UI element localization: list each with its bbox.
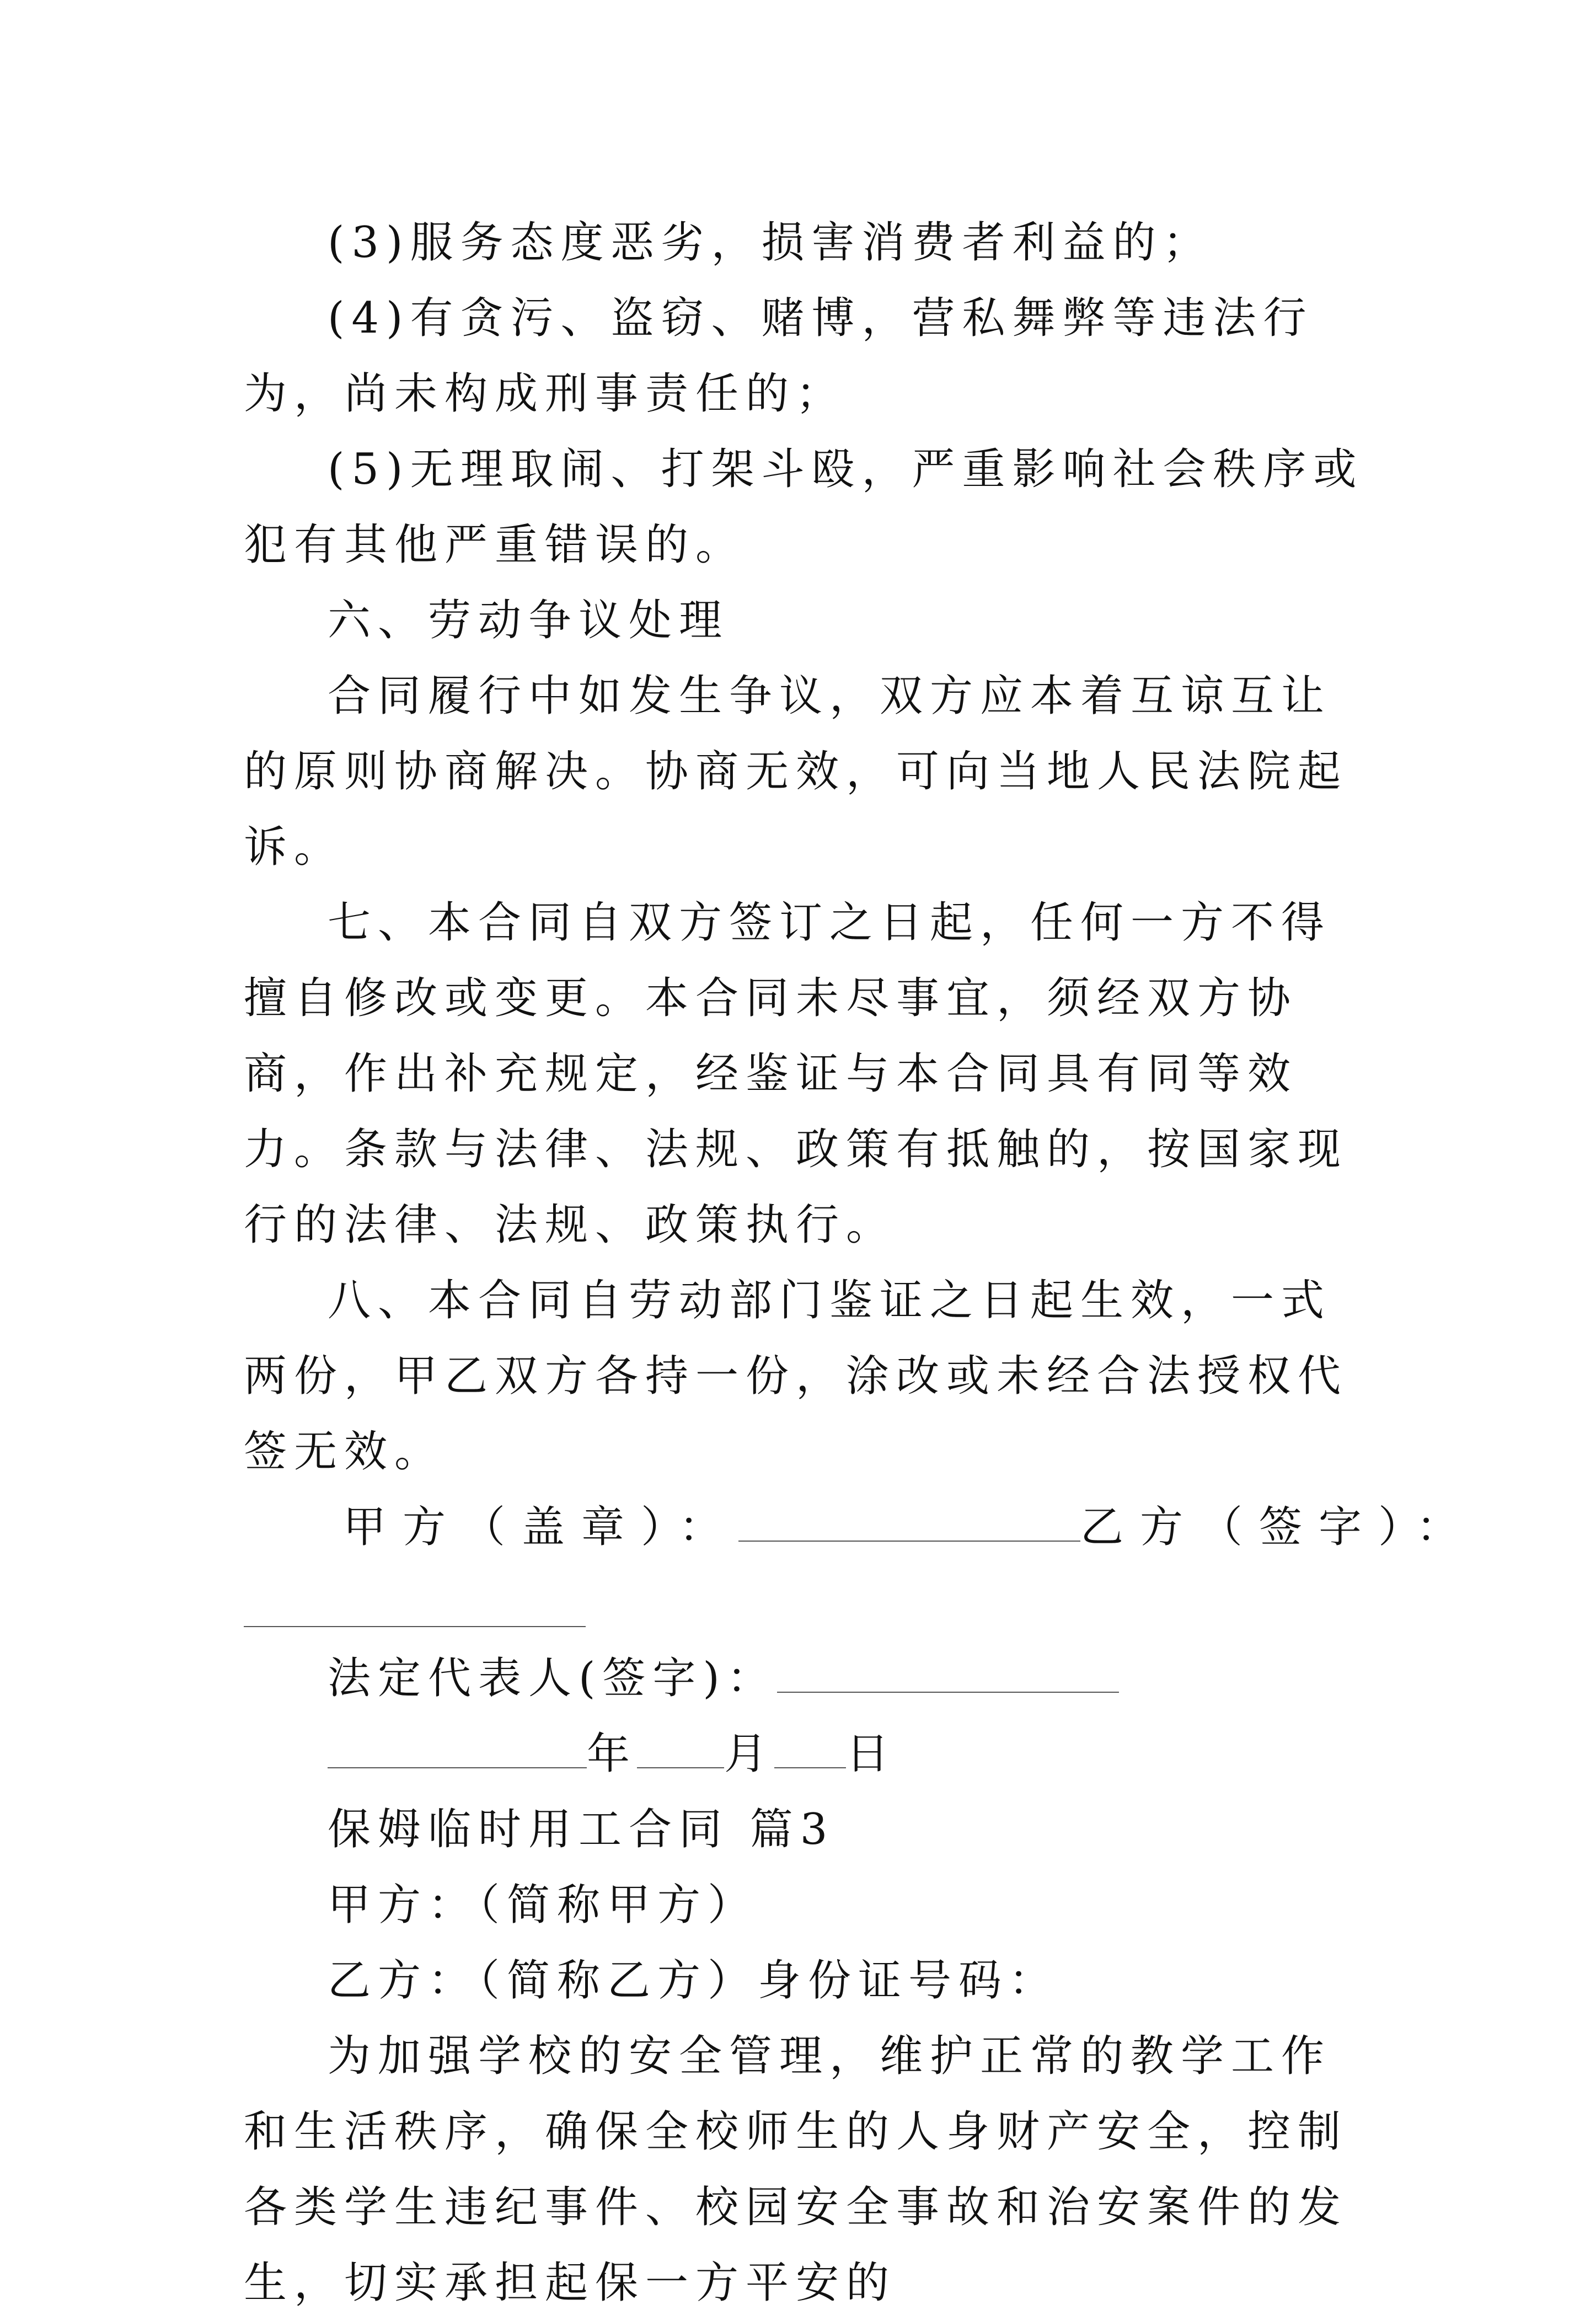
- signature-row: [244, 1490, 1476, 1565]
- legal-rep-row: [244, 1641, 1369, 1716]
- section-title: 保姆临时用工合同 篇3: [328, 1805, 835, 1854]
- year-blank[interactable]: [328, 1729, 587, 1768]
- legal-rep-signature-blank[interactable]: [777, 1653, 1119, 1693]
- clause-item-3: (3)服务态度恶劣，损害消费者利益的；: [328, 218, 1213, 268]
- section-seven-paragraph: 七、本合同自双方签订之日起，任何一方不得擅自修改或变更。本合同未尽事宜，须经双方协商，作出补充规定，经鉴证与本合同具有同等效力。条款与法律、法规、政策有抵触的，按国家现行的法律、法规、政策执行。: [244, 898, 1348, 1250]
- party-b-sign-label: 乙方（签字）：: [1080, 1502, 1476, 1552]
- date-row: [244, 1716, 1369, 1792]
- day-blank[interactable]: [774, 1729, 846, 1768]
- closing-paragraph: 为加强学校的安全管理，维护正常的教学工作和生活秩序，确保全校师生的人身财产安全，控制各类学生违纪事件、校园安全事故和治安案件的发生，切实承担起保一方平安的: [244, 2031, 1348, 2308]
- document-body: [244, 205, 1476, 2321]
- clause-item-5: (5)无理取闹、打架斗殴，严重影响社会秩序或犯有其他严重错误的。: [244, 445, 1364, 570]
- party-a-line: 甲方：（简称甲方）: [328, 1880, 758, 1930]
- section-heading-dispute: 六、劳动争议处理: [328, 596, 730, 645]
- party-b-line: 乙方：（简称乙方）身份证号码：: [328, 1956, 1059, 2006]
- legal-rep-label: 法定代表人(签字)：: [328, 1654, 777, 1703]
- party-a-signature-blank[interactable]: [738, 1502, 1080, 1542]
- month-blank[interactable]: [637, 1729, 724, 1768]
- party-a-seal-label: 甲方（盖章）：: [343, 1502, 739, 1552]
- month-label: 月: [724, 1729, 775, 1779]
- party-b-signature-line: [244, 1565, 1369, 1641]
- party-b-signature-blank[interactable]: [244, 1587, 586, 1627]
- dispute-paragraph: 合同履行中如发生争议，双方应本着互谅互让的原则协商解决。协商无效，可向当地人民法院起诉。: [244, 671, 1348, 872]
- day-label: 日: [846, 1729, 897, 1779]
- clause-item-4: (4)有贪污、盗窃、赌博，营私舞弊等违法行为，尚未构成刑事责任的；: [244, 293, 1314, 419]
- year-label: 年: [587, 1729, 638, 1779]
- section-eight-paragraph: 八、本合同自劳动部门鉴证之日起生效，一式两份，甲乙双方各持一份，涂改或未经合法授权代签无效。: [244, 1276, 1348, 1477]
